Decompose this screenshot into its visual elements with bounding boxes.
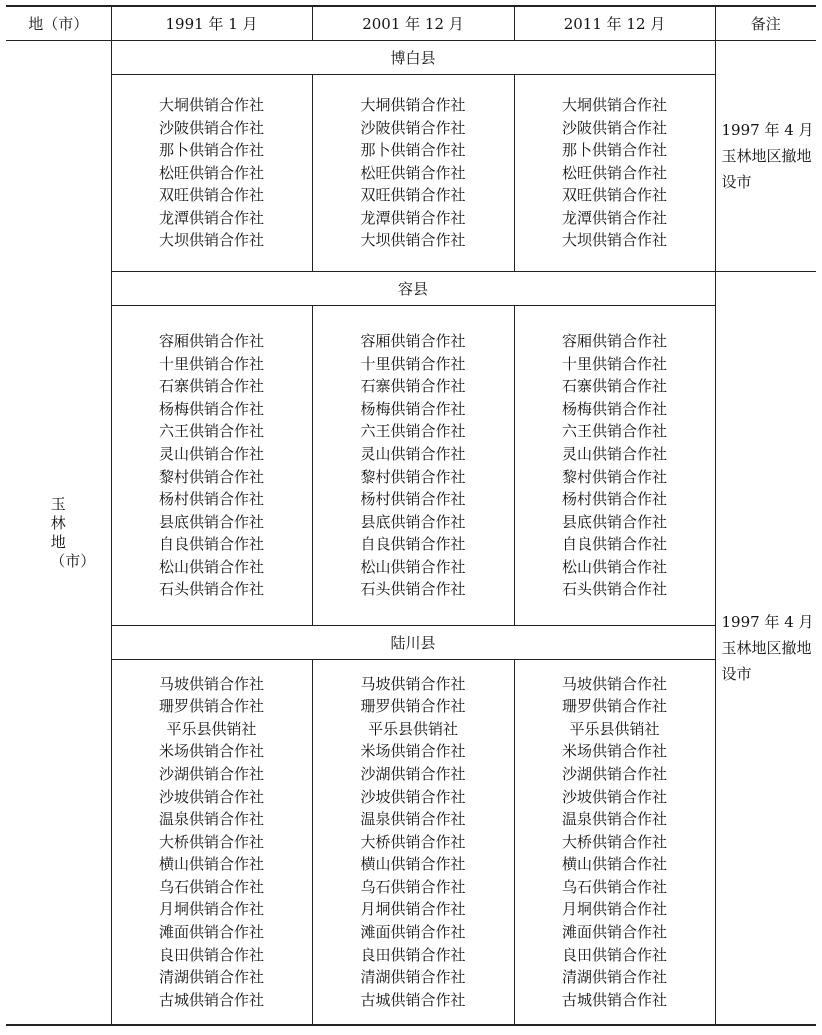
coop-list-item: 乌石供销合作社 — [360, 877, 466, 896]
coop-list-item: 松旺供销合作社 — [561, 163, 667, 182]
county-header-row — [6, 41, 816, 75]
coop-list-item: 灵山供销合作社 — [360, 444, 466, 463]
coop-list-item: 杨村供销合作社 — [360, 490, 466, 509]
coop-list-item: 沙陂供销合作社 — [158, 118, 264, 137]
coop-list-item: 松山供销合作社 — [360, 557, 466, 576]
county-name-luchuan: 陆川县 — [111, 626, 715, 660]
coop-list-item: 六王供销合作社 — [360, 422, 466, 441]
coop-list-item: 乌石供销合作社 — [158, 877, 264, 896]
coop-list-item: 杨村供销合作社 — [561, 490, 667, 509]
coop-list-item: 沙湖供销合作社 — [360, 764, 466, 783]
coop-list-item: 大坝供销合作社 — [360, 231, 466, 250]
coop-list-item: 杨村供销合作社 — [158, 490, 264, 509]
coop-list-item: 平乐县供销社 — [166, 719, 257, 738]
coop-list-item: 松旺供销合作社 — [158, 163, 264, 182]
county-list-row — [6, 660, 816, 1026]
coop-list-item: 县底供销合作社 — [158, 512, 264, 531]
coop-list-item: 古城供销合作社 — [561, 990, 667, 1009]
coop-list-item: 米场供销合作社 — [360, 742, 466, 761]
list-1991-luchuan — [111, 660, 312, 1026]
coop-list-item: 沙湖供销合作社 — [561, 764, 667, 783]
supply-coop-table — [6, 5, 816, 1026]
coop-list-item: 沙坡供销合作社 — [360, 787, 466, 806]
coop-list-item: 灵山供销合作社 — [561, 444, 667, 463]
coop-list-item: 清湖供销合作社 — [158, 968, 264, 987]
coop-list-item: 横山供销合作社 — [360, 855, 466, 874]
coop-list-item: 龙潭供销合作社 — [561, 208, 667, 227]
county-name-bobai: 博白县 — [111, 41, 715, 75]
coop-list-item: 沙陂供销合作社 — [360, 118, 466, 137]
header-city: 地（市） — [6, 6, 111, 41]
coop-list-item: 米场供销合作社 — [158, 742, 264, 761]
coop-list-item: 龙潭供销合作社 — [158, 208, 264, 227]
coop-list-item: 温泉供销合作社 — [360, 810, 466, 829]
coop-list-item: 容厢供销合作社 — [158, 331, 264, 350]
coop-list-item: 大坝供销合作社 — [561, 231, 667, 250]
remark-bobai: 1997 年 4 月玉林地区撤地设市 — [715, 41, 816, 272]
coop-list-item: 杨梅供销合作社 — [360, 399, 466, 418]
coop-list-item: 石头供销合作社 — [158, 580, 264, 599]
header-row — [6, 6, 816, 41]
coop-list-item: 那卜供销合作社 — [158, 141, 264, 160]
county-header-row — [6, 626, 816, 660]
coop-list-item: 清湖供销合作社 — [360, 968, 466, 987]
coop-list-item: 松山供销合作社 — [158, 557, 264, 576]
coop-list-item: 珊罗供销合作社 — [360, 697, 466, 716]
coop-list-item: 黎村供销合作社 — [360, 467, 466, 486]
coop-list-item: 石寨供销合作社 — [561, 377, 667, 396]
coop-list-item: 马坡供销合作社 — [158, 674, 264, 693]
coop-list-item: 大桥供销合作社 — [158, 832, 264, 851]
coop-list-item: 六王供销合作社 — [561, 422, 667, 441]
coop-list-item: 马坡供销合作社 — [561, 674, 667, 693]
coop-list-item: 古城供销合作社 — [158, 990, 264, 1009]
remark-rong-luchuan: 1997 年 4 月玉林地区撤地设市 — [715, 272, 816, 1026]
coop-list-item: 容厢供销合作社 — [561, 331, 667, 350]
coop-list-item: 自良供销合作社 — [158, 535, 264, 554]
list-2011-luchuan — [514, 660, 715, 1026]
coop-list-item: 灵山供销合作社 — [158, 444, 264, 463]
coop-list-item: 黎村供销合作社 — [561, 467, 667, 486]
header-2001: 2001 年 12 月 — [312, 6, 514, 41]
coop-list-item: 自良供销合作社 — [360, 535, 466, 554]
city-cell — [6, 41, 111, 1026]
coop-list-item: 大垌供销合作社 — [561, 95, 667, 114]
header-1991: 1991 年 1 月 — [111, 6, 312, 41]
county-list-row — [6, 306, 816, 626]
coop-list-item: 县底供销合作社 — [360, 512, 466, 531]
coop-list-item: 滩面供销合作社 — [158, 923, 264, 942]
coop-list-item: 石头供销合作社 — [561, 580, 667, 599]
list-2001-bobai — [312, 75, 514, 272]
coop-list-item: 大桥供销合作社 — [561, 832, 667, 851]
coop-list-item: 古城供销合作社 — [360, 990, 466, 1009]
coop-list-item: 月垌供销合作社 — [158, 900, 264, 919]
coop-list-item: 平乐县供销社 — [367, 719, 458, 738]
city-name: 玉林地（市） — [50, 494, 96, 570]
coop-list-item: 月垌供销合作社 — [561, 900, 667, 919]
coop-list-item: 十里供销合作社 — [561, 354, 667, 373]
coop-list-item: 沙坡供销合作社 — [158, 787, 264, 806]
coop-list-item: 珊罗供销合作社 — [561, 697, 667, 716]
list-2011-rong — [514, 306, 715, 626]
coop-list-item: 那卜供销合作社 — [561, 141, 667, 160]
coop-list-item: 月垌供销合作社 — [360, 900, 466, 919]
coop-list-item: 良田供销合作社 — [360, 945, 466, 964]
county-header-row — [6, 272, 816, 306]
coop-list-item: 那卜供销合作社 — [360, 141, 466, 160]
coop-list-item: 石寨供销合作社 — [360, 377, 466, 396]
coop-list-item: 滩面供销合作社 — [360, 923, 466, 942]
coop-list-item: 横山供销合作社 — [158, 855, 264, 874]
coop-list-item: 乌石供销合作社 — [561, 877, 667, 896]
coop-list-item: 石寨供销合作社 — [158, 377, 264, 396]
coop-list-item: 六王供销合作社 — [158, 422, 264, 441]
coop-list-item: 龙潭供销合作社 — [360, 208, 466, 227]
coop-list-item: 十里供销合作社 — [360, 354, 466, 373]
coop-list-item: 温泉供销合作社 — [561, 810, 667, 829]
coop-list-item: 沙坡供销合作社 — [561, 787, 667, 806]
coop-list-item: 沙湖供销合作社 — [158, 764, 264, 783]
list-2001-rong — [312, 306, 514, 626]
coop-list-item: 松山供销合作社 — [561, 557, 667, 576]
coop-list-item: 杨梅供销合作社 — [158, 399, 264, 418]
coop-list-item: 双旺供销合作社 — [158, 186, 264, 205]
coop-list-item: 清湖供销合作社 — [561, 968, 667, 987]
coop-list-item: 平乐县供销社 — [569, 719, 660, 738]
coop-list-item: 良田供销合作社 — [158, 945, 264, 964]
county-name-rong: 容县 — [111, 272, 715, 306]
header-2011: 2011 年 12 月 — [514, 6, 715, 41]
coop-list-item: 双旺供销合作社 — [561, 186, 667, 205]
coop-list-item: 杨梅供销合作社 — [561, 399, 667, 418]
coop-list-item: 横山供销合作社 — [561, 855, 667, 874]
county-list-row — [6, 75, 816, 272]
coop-list-item: 温泉供销合作社 — [158, 810, 264, 829]
header-note: 备注 — [715, 6, 816, 41]
coop-list-item: 珊罗供销合作社 — [158, 697, 264, 716]
coop-list-item: 十里供销合作社 — [158, 354, 264, 373]
coop-list-item: 大坝供销合作社 — [158, 231, 264, 250]
coop-list-item: 沙陂供销合作社 — [561, 118, 667, 137]
coop-list-item: 滩面供销合作社 — [561, 923, 667, 942]
list-2001-luchuan — [312, 660, 514, 1026]
coop-list-item: 大垌供销合作社 — [360, 95, 466, 114]
coop-list-item: 松旺供销合作社 — [360, 163, 466, 182]
coop-list-item: 大桥供销合作社 — [360, 832, 466, 851]
list-1991-rong — [111, 306, 312, 626]
coop-list-item: 米场供销合作社 — [561, 742, 667, 761]
coop-list-item: 县底供销合作社 — [561, 512, 667, 531]
coop-list-item: 自良供销合作社 — [561, 535, 667, 554]
coop-list-item: 双旺供销合作社 — [360, 186, 466, 205]
coop-list-item: 容厢供销合作社 — [360, 331, 466, 350]
list-2011-bobai — [514, 75, 715, 272]
coop-list-item: 良田供销合作社 — [561, 945, 667, 964]
list-1991-bobai — [111, 75, 312, 272]
coop-list-item: 马坡供销合作社 — [360, 674, 466, 693]
coop-list-item: 石头供销合作社 — [360, 580, 466, 599]
coop-list-item: 黎村供销合作社 — [158, 467, 264, 486]
coop-list-item: 大垌供销合作社 — [158, 95, 264, 114]
